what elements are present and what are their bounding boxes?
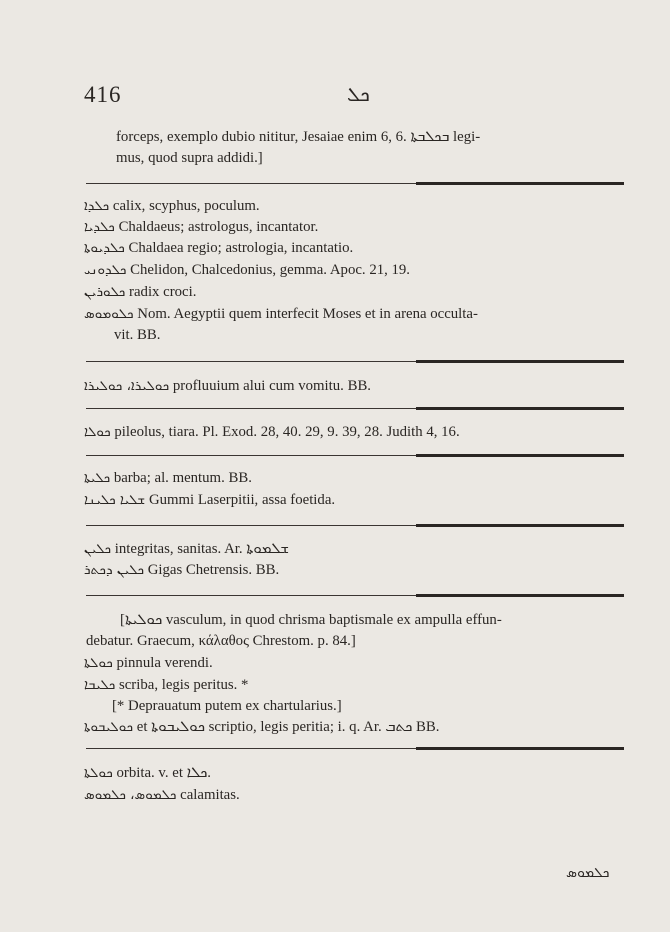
section-rule (86, 525, 624, 526)
entry-line: ܟܘܠܐ pileolus, tiara. Pl. Exod. 28, 40. 29, 9. 39, 28. Judith 4, 16. (84, 424, 460, 440)
footnote-line: [* Deprauatum putem ex chartularius.] (112, 698, 342, 714)
page-number: 416 (84, 82, 122, 107)
entry-line: ܟܠܕܝܐ Chaldaeus; astrologus, incantator. (84, 219, 319, 235)
entry-line: ܟܠܝܢ integritas, sanitas. Ar. ܫܠܡܘܬܐ (84, 541, 289, 557)
section-rule (86, 361, 624, 362)
entry-line: mus, quod supra addidi.] (116, 150, 263, 166)
entry-line: ܟܠܝܒܐ scriba, legis peritus. * (84, 677, 249, 693)
entry-line: [ܟܘܠܝܬܐ vasculum, in quod chrisma baptismale ex ampulla effun- (120, 612, 502, 628)
entry-line: ܟܠܡܘܣ، ܟܠܡܘܣ calamitas. (84, 787, 240, 803)
entry-line: ܟܠܕܐ calix, scyphus, poculum. (84, 198, 260, 214)
section-rule (86, 183, 624, 184)
section-rule (86, 748, 624, 749)
entry-line: ܟܘܠܬܐ pinnula verendi. (84, 655, 213, 671)
entry-line: ܫܠܝܐ ܟܠܝܢܐ Gummi Laserpitii, assa foetida. (84, 492, 336, 508)
entry-line: debatur. Graecum, κάλαθος Chrestom. p. 84.] (86, 633, 356, 649)
entry-line: ܟܘܠܝܪܐ، ܟܘܠܝܪܐ profluuium alui cum vomitu. BB. (84, 378, 372, 394)
entry-line: ܟܘܠܝܒܘܬܐ et ܟܘܠܝܒܘܬܐ scriptio, legis peritia; i. q. Ar. ܟܬܒ BB. (84, 719, 440, 735)
section-rule (86, 455, 624, 456)
entry-line: ܟܠܝܢ ܕܟܬܪ Gigas Chetrensis. BB. (84, 562, 280, 578)
entry-line: ܟܠܘܡܘܣ Nom. Aegyptii quem interfecit Moses et in arena occulta- (84, 306, 478, 322)
entry-line: ܟܠܕܘܢܝ Chelidon, Chalcedonius, gemma. Apoc. 21, 19. (84, 262, 411, 278)
entry-line: forceps, exemplo dubio nititur, Jesaiae enim 6, 6. ܒܟܠܒܬܐ legi- (116, 129, 481, 145)
running-head: ܟܠ (347, 84, 370, 106)
entry-line: vit. BB. (114, 327, 161, 343)
section-rule (86, 595, 624, 596)
section-rule (86, 408, 624, 409)
entry-line: ܟܘܠܬܐ orbita. v. et ܟܠܐ. (84, 765, 211, 781)
entry-line: ܟܠܘܪܝܢ radix croci. (84, 284, 197, 300)
catchword: ܟܠܡܘܣ (566, 865, 610, 881)
entry-line: ܟܠܕܝܘܬܐ Chaldaea regio; astrologia, incantatio. (84, 240, 354, 256)
entry-line: ܟܠܝܬܐ barba; al. mentum. BB. (84, 470, 252, 486)
